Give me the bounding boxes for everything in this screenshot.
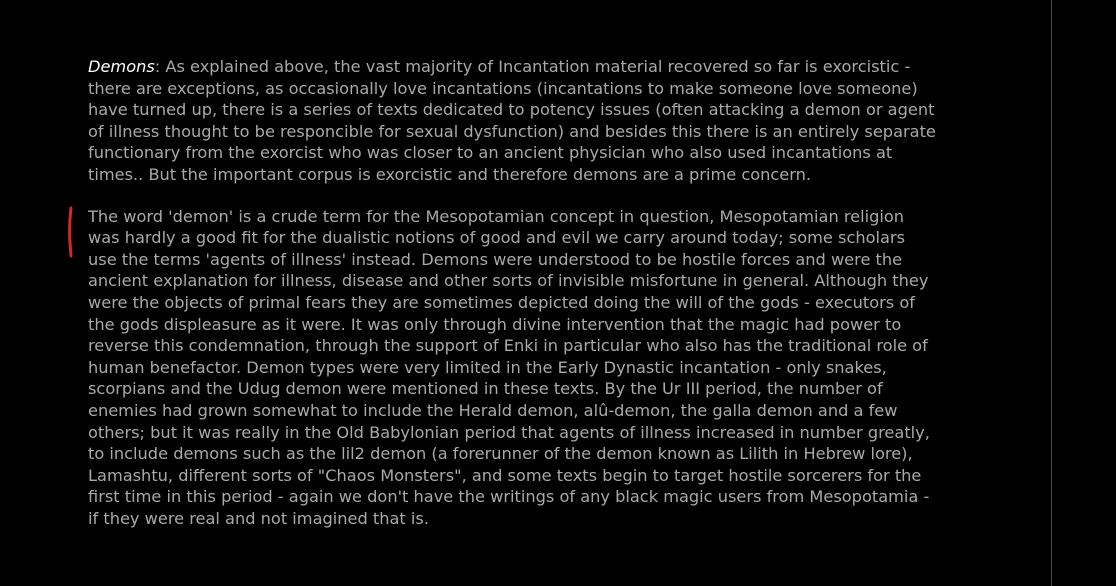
paragraph-demons-intro <box>88 56 1043 186</box>
paragraph-demons-intro-text: : As explained above, the vast majority of Incantation material recovered so far is exorcistic - there are exceptions, as occasionally love incantations (incantations to make someone love someone) have turned up, there is a series of texts dedicated to potency issues (often attacking a demon or agent of illness thought to be responcible for sexual dysfunction) and besides this there is an entirely separate functionary from the exorcist who was closer to an ancient physician who also used incantations at times.. But the important corpus is exorcistic and therefore demons are a prime concern. <box>88 57 936 184</box>
section-heading-demons: Demons <box>88 57 155 76</box>
article-body <box>88 56 1043 549</box>
paragraph-demon-concept: The word 'demon' is a crude term for the Mesopotamian concept in question, Mesopotamian religion was hardly a good fit for the dualistic notions of good and evil we carry around today; some scholars use the terms 'agents of illness' instead. Demons were understood to be hostile forces and were the ancient explanation for illness, disease and other sorts of invisible misfortune in general. Although they were the objects of primal fears they are sometimes depicted doing the will of the gods - executors of the gods displeasure as it were. It was only through divine intervention that the magic had power to reverse this condemnation, through the support of Enki in particular who also has the traditional role of human benefactor. Demon types were very limited in the Early Dynastic incantation - only snakes, scorpians and the Udug demon were mentioned in these texts. By the Ur III period, the number of enemies had grown somewhat to include the Herald demon, alû-demon, the galla demon and a few others; but it was really in the Old Babylonian period that agents of illness increased in number greatly, to include demons such as the lil2 demon (a forerunner of the demon known as Lilith in Hebrew lore), Lamashtu, different sorts of "Chaos Monsters", and some texts begin to target hostile sorcerers for the first time in this period - again we don't have the writings of any black magic users from Mesopotamia - if they were real and not imagined that is. <box>88 206 930 528</box>
right-edge-divider <box>1051 0 1052 586</box>
red-annotation-mark <box>68 206 74 258</box>
